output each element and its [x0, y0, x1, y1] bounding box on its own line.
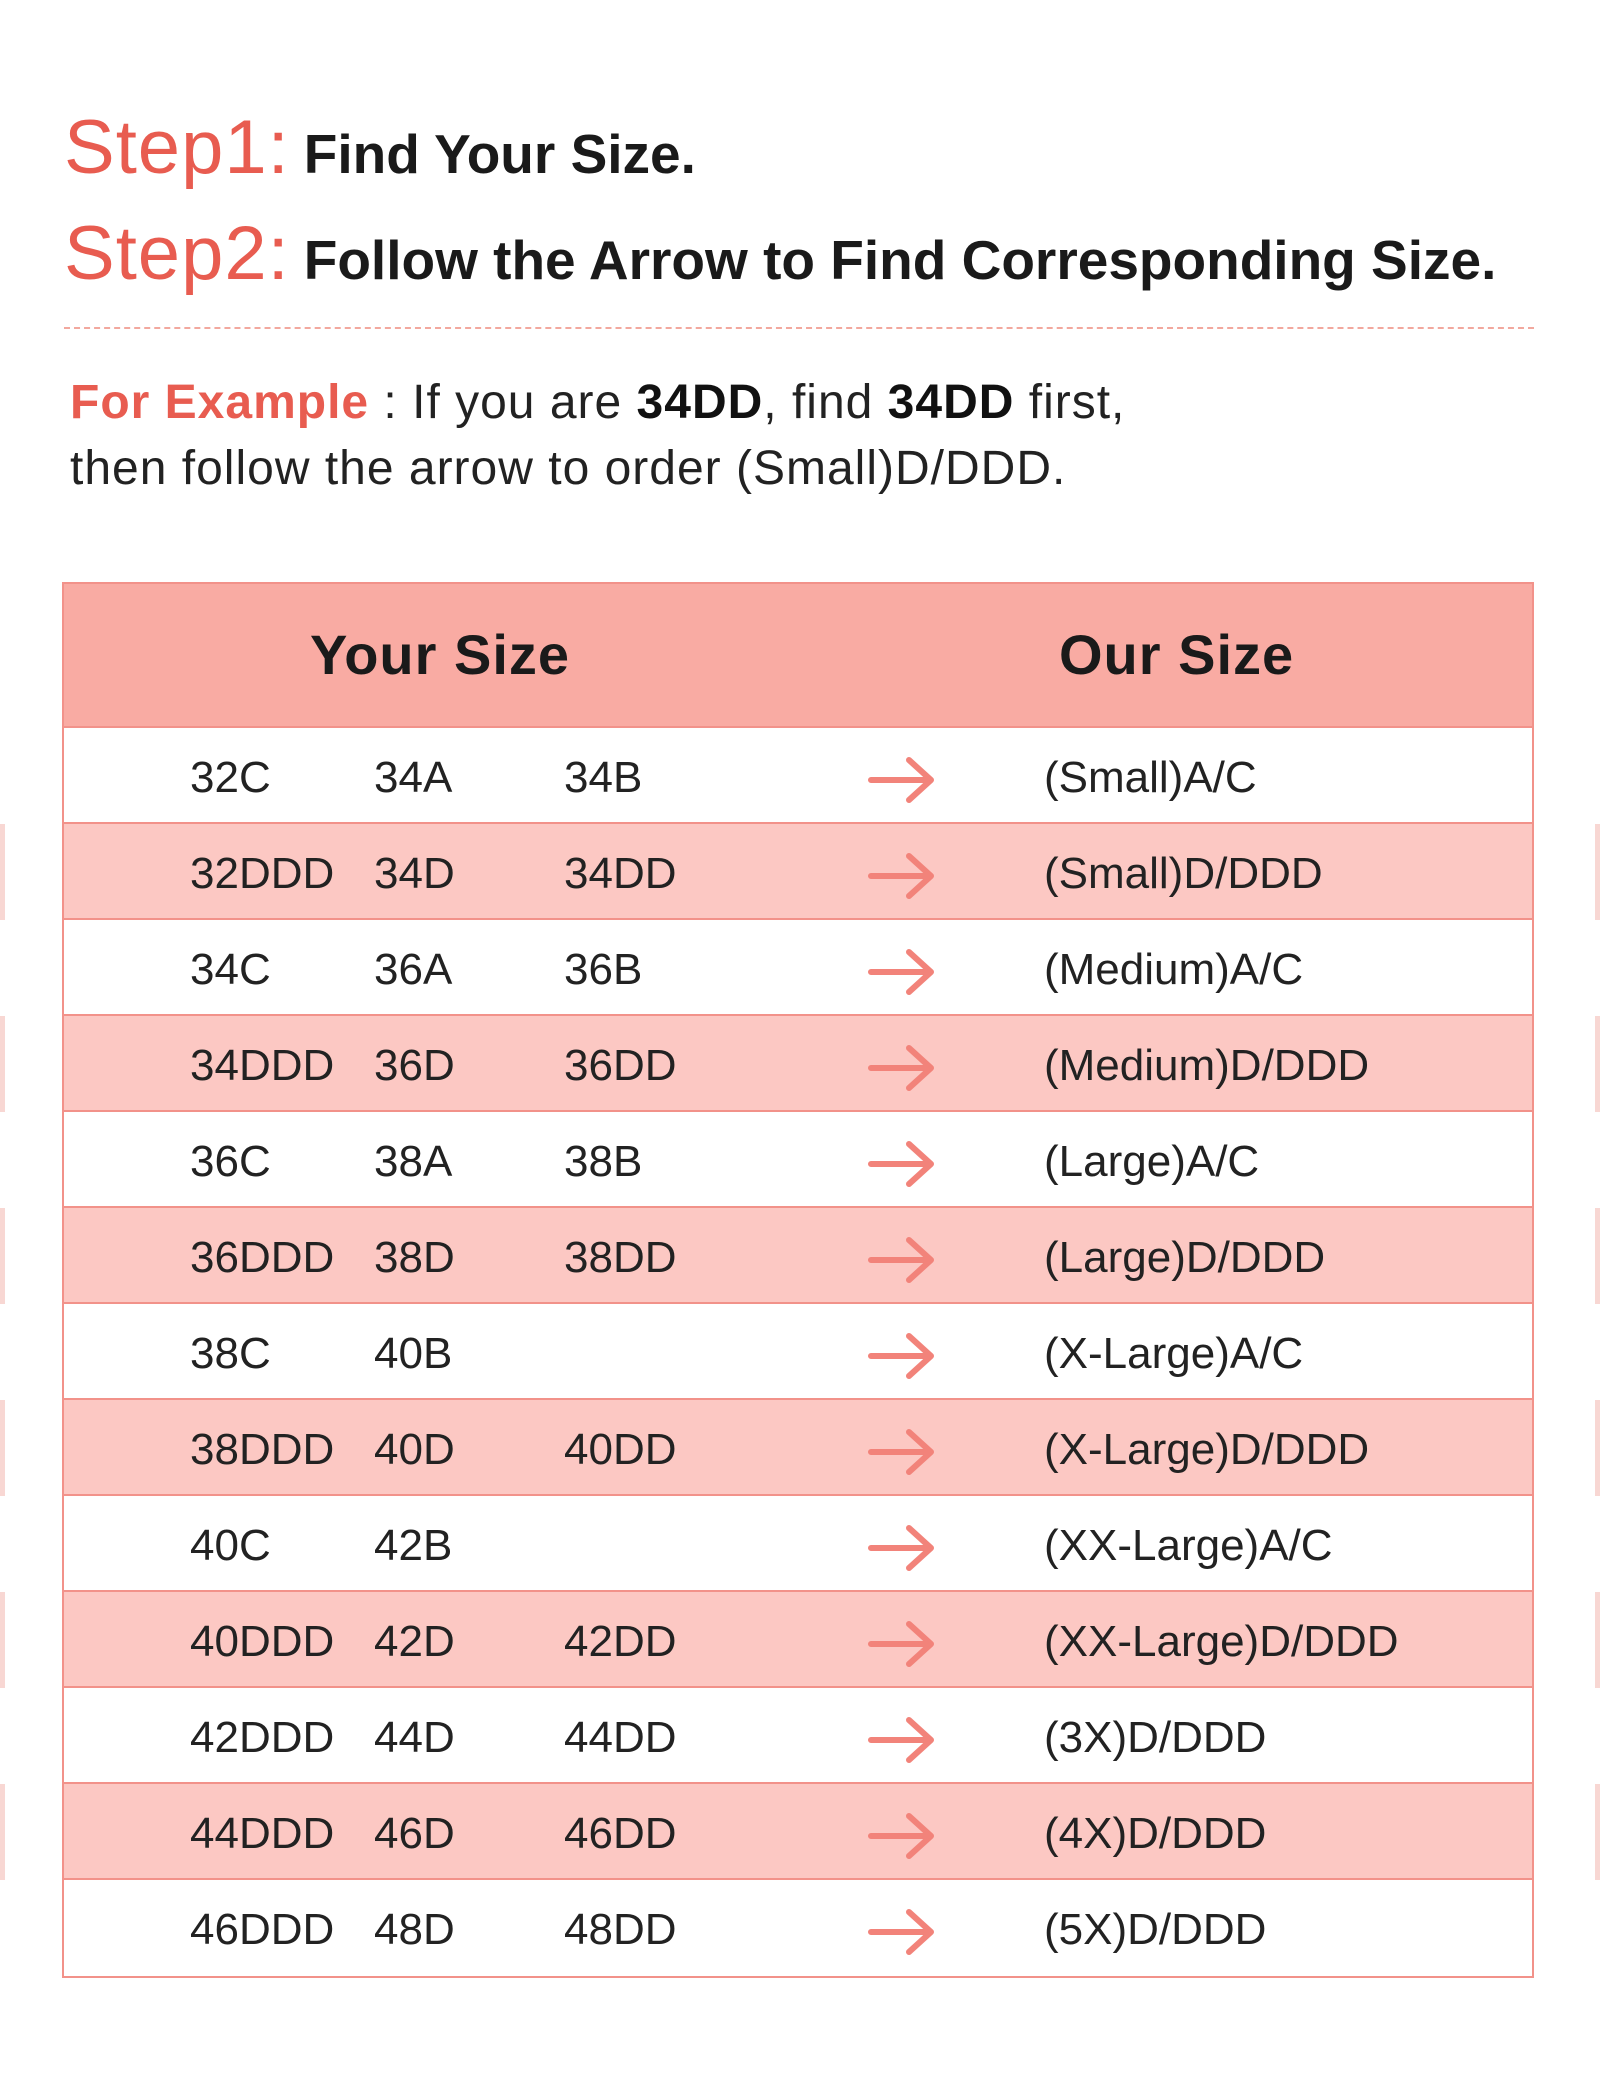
table-row	[64, 1784, 1532, 1880]
table-body	[64, 728, 1532, 1976]
right-arrow-icon	[867, 754, 937, 806]
table-row	[64, 920, 1532, 1016]
your-size-cell: 46DD	[564, 1809, 677, 1858]
your-size-cell: 38C	[190, 1329, 271, 1378]
side-accent	[1595, 1592, 1600, 1688]
your-size-cell: 34D	[374, 849, 455, 898]
your-size-cell: 38D	[374, 1233, 455, 1282]
example-line-2: then follow the arrow to order (Small)D/DDD.	[70, 442, 1067, 495]
your-size-cell: 44DDD	[190, 1809, 335, 1858]
side-accent	[0, 1016, 5, 1112]
your-size-cell: 36DDD	[190, 1233, 335, 1282]
side-accent	[0, 1592, 5, 1688]
example-size-2: 34DD	[887, 376, 1015, 429]
our-size-cell: (Medium)D/DDD	[1044, 1041, 1370, 1090]
table-row	[64, 824, 1532, 920]
example-size: 34DD	[636, 376, 764, 429]
our-size-cell: (XX-Large)A/C	[1044, 1521, 1333, 1570]
our-size-cell: (X-Large)A/C	[1044, 1329, 1304, 1378]
your-size-cell: 44DD	[564, 1713, 677, 1762]
side-accent	[1595, 1400, 1600, 1496]
your-size-cell: 38B	[564, 1137, 643, 1186]
example-mid: , find	[763, 376, 888, 429]
your-size-cell: 36B	[564, 945, 643, 994]
size-table	[62, 582, 1534, 1978]
side-accent	[0, 824, 5, 920]
our-size-cell: (5X)D/DDD	[1044, 1905, 1267, 1954]
table-row	[64, 1400, 1532, 1496]
step-2-text: Follow the Arrow to Find Corresponding Size.	[303, 229, 1497, 291]
side-accent	[0, 1208, 5, 1304]
right-arrow-icon	[867, 850, 937, 902]
step-2-label: Step2:	[64, 211, 290, 296]
side-accent	[0, 1784, 5, 1880]
your-size-cell: 38A	[374, 1137, 453, 1186]
your-size-cell: 42DD	[564, 1617, 677, 1666]
side-accent	[1595, 1016, 1600, 1112]
step-2-heading	[64, 210, 1496, 297]
right-arrow-icon	[867, 1234, 937, 1286]
your-size-cell: 48DD	[564, 1905, 677, 1954]
our-size-cell: (X-Large)D/DDD	[1044, 1425, 1370, 1474]
header-your-size: Your Size	[310, 623, 571, 686]
example-line-1	[70, 370, 1125, 436]
step-1-text: Find Your Size.	[303, 123, 696, 185]
side-accent	[1595, 1208, 1600, 1304]
your-size-cell: 34B	[564, 753, 643, 802]
side-accent	[1595, 1784, 1600, 1880]
our-size-cell: (Small)D/DDD	[1044, 849, 1323, 898]
table-row	[64, 728, 1532, 824]
right-arrow-icon	[867, 1042, 937, 1094]
your-size-cell: 40C	[190, 1521, 271, 1570]
example-sep: : If you are	[369, 376, 637, 429]
your-size-cell: 38DD	[564, 1233, 677, 1282]
table-row	[64, 1496, 1532, 1592]
your-size-cell: 34DD	[564, 849, 677, 898]
right-arrow-icon	[867, 1906, 937, 1958]
your-size-cell: 40DDD	[190, 1617, 335, 1666]
table-row	[64, 1592, 1532, 1688]
your-size-cell: 46DDD	[190, 1905, 335, 1954]
dashed-divider	[64, 327, 1534, 329]
right-arrow-icon	[867, 1426, 937, 1478]
table-row	[64, 1112, 1532, 1208]
your-size-cell: 36C	[190, 1137, 271, 1186]
your-size-cell: 34C	[190, 945, 271, 994]
your-size-cell: 34A	[374, 753, 453, 802]
step-1-heading	[64, 104, 696, 191]
your-size-cell: 38DDD	[190, 1425, 335, 1474]
our-size-cell: (XX-Large)D/DDD	[1044, 1617, 1399, 1666]
your-size-cell: 42B	[374, 1521, 453, 1570]
side-accent	[0, 1400, 5, 1496]
your-size-cell: 40D	[374, 1425, 455, 1474]
your-size-cell: 32C	[190, 753, 271, 802]
right-arrow-icon	[867, 1810, 937, 1862]
header-our-size: Our Size	[1059, 623, 1295, 686]
your-size-cell: 36D	[374, 1041, 455, 1090]
right-arrow-icon	[867, 946, 937, 998]
table-row	[64, 1304, 1532, 1400]
your-size-cell: 42DDD	[190, 1713, 335, 1762]
our-size-cell: (Medium)A/C	[1044, 945, 1304, 994]
example-label: For Example	[70, 376, 370, 429]
table-row	[64, 1688, 1532, 1784]
table-row	[64, 1016, 1532, 1112]
table-row	[64, 1880, 1532, 1976]
example-end: first,	[1014, 376, 1126, 429]
your-size-cell: 36A	[374, 945, 453, 994]
your-size-cell: 36DD	[564, 1041, 677, 1090]
our-size-cell: (Large)A/C	[1044, 1137, 1260, 1186]
your-size-cell: 42D	[374, 1617, 455, 1666]
right-arrow-icon	[867, 1714, 937, 1766]
our-size-cell: (3X)D/DDD	[1044, 1713, 1267, 1762]
your-size-cell: 34DDD	[190, 1041, 335, 1090]
your-size-cell: 40DD	[564, 1425, 677, 1474]
side-accent	[1595, 824, 1600, 920]
your-size-cell: 40B	[374, 1329, 453, 1378]
right-arrow-icon	[867, 1522, 937, 1574]
your-size-cell: 46D	[374, 1809, 455, 1858]
your-size-cell: 44D	[374, 1713, 455, 1762]
table-header	[64, 584, 1532, 728]
our-size-cell: (4X)D/DDD	[1044, 1809, 1267, 1858]
our-size-cell: (Small)A/C	[1044, 753, 1257, 802]
right-arrow-icon	[867, 1618, 937, 1670]
right-arrow-icon	[867, 1330, 937, 1382]
right-arrow-icon	[867, 1138, 937, 1190]
your-size-cell: 32DDD	[190, 849, 335, 898]
step-1-label: Step1:	[64, 105, 290, 190]
your-size-cell: 48D	[374, 1905, 455, 1954]
our-size-cell: (Large)D/DDD	[1044, 1233, 1326, 1282]
table-row	[64, 1208, 1532, 1304]
example-note	[70, 370, 1125, 502]
